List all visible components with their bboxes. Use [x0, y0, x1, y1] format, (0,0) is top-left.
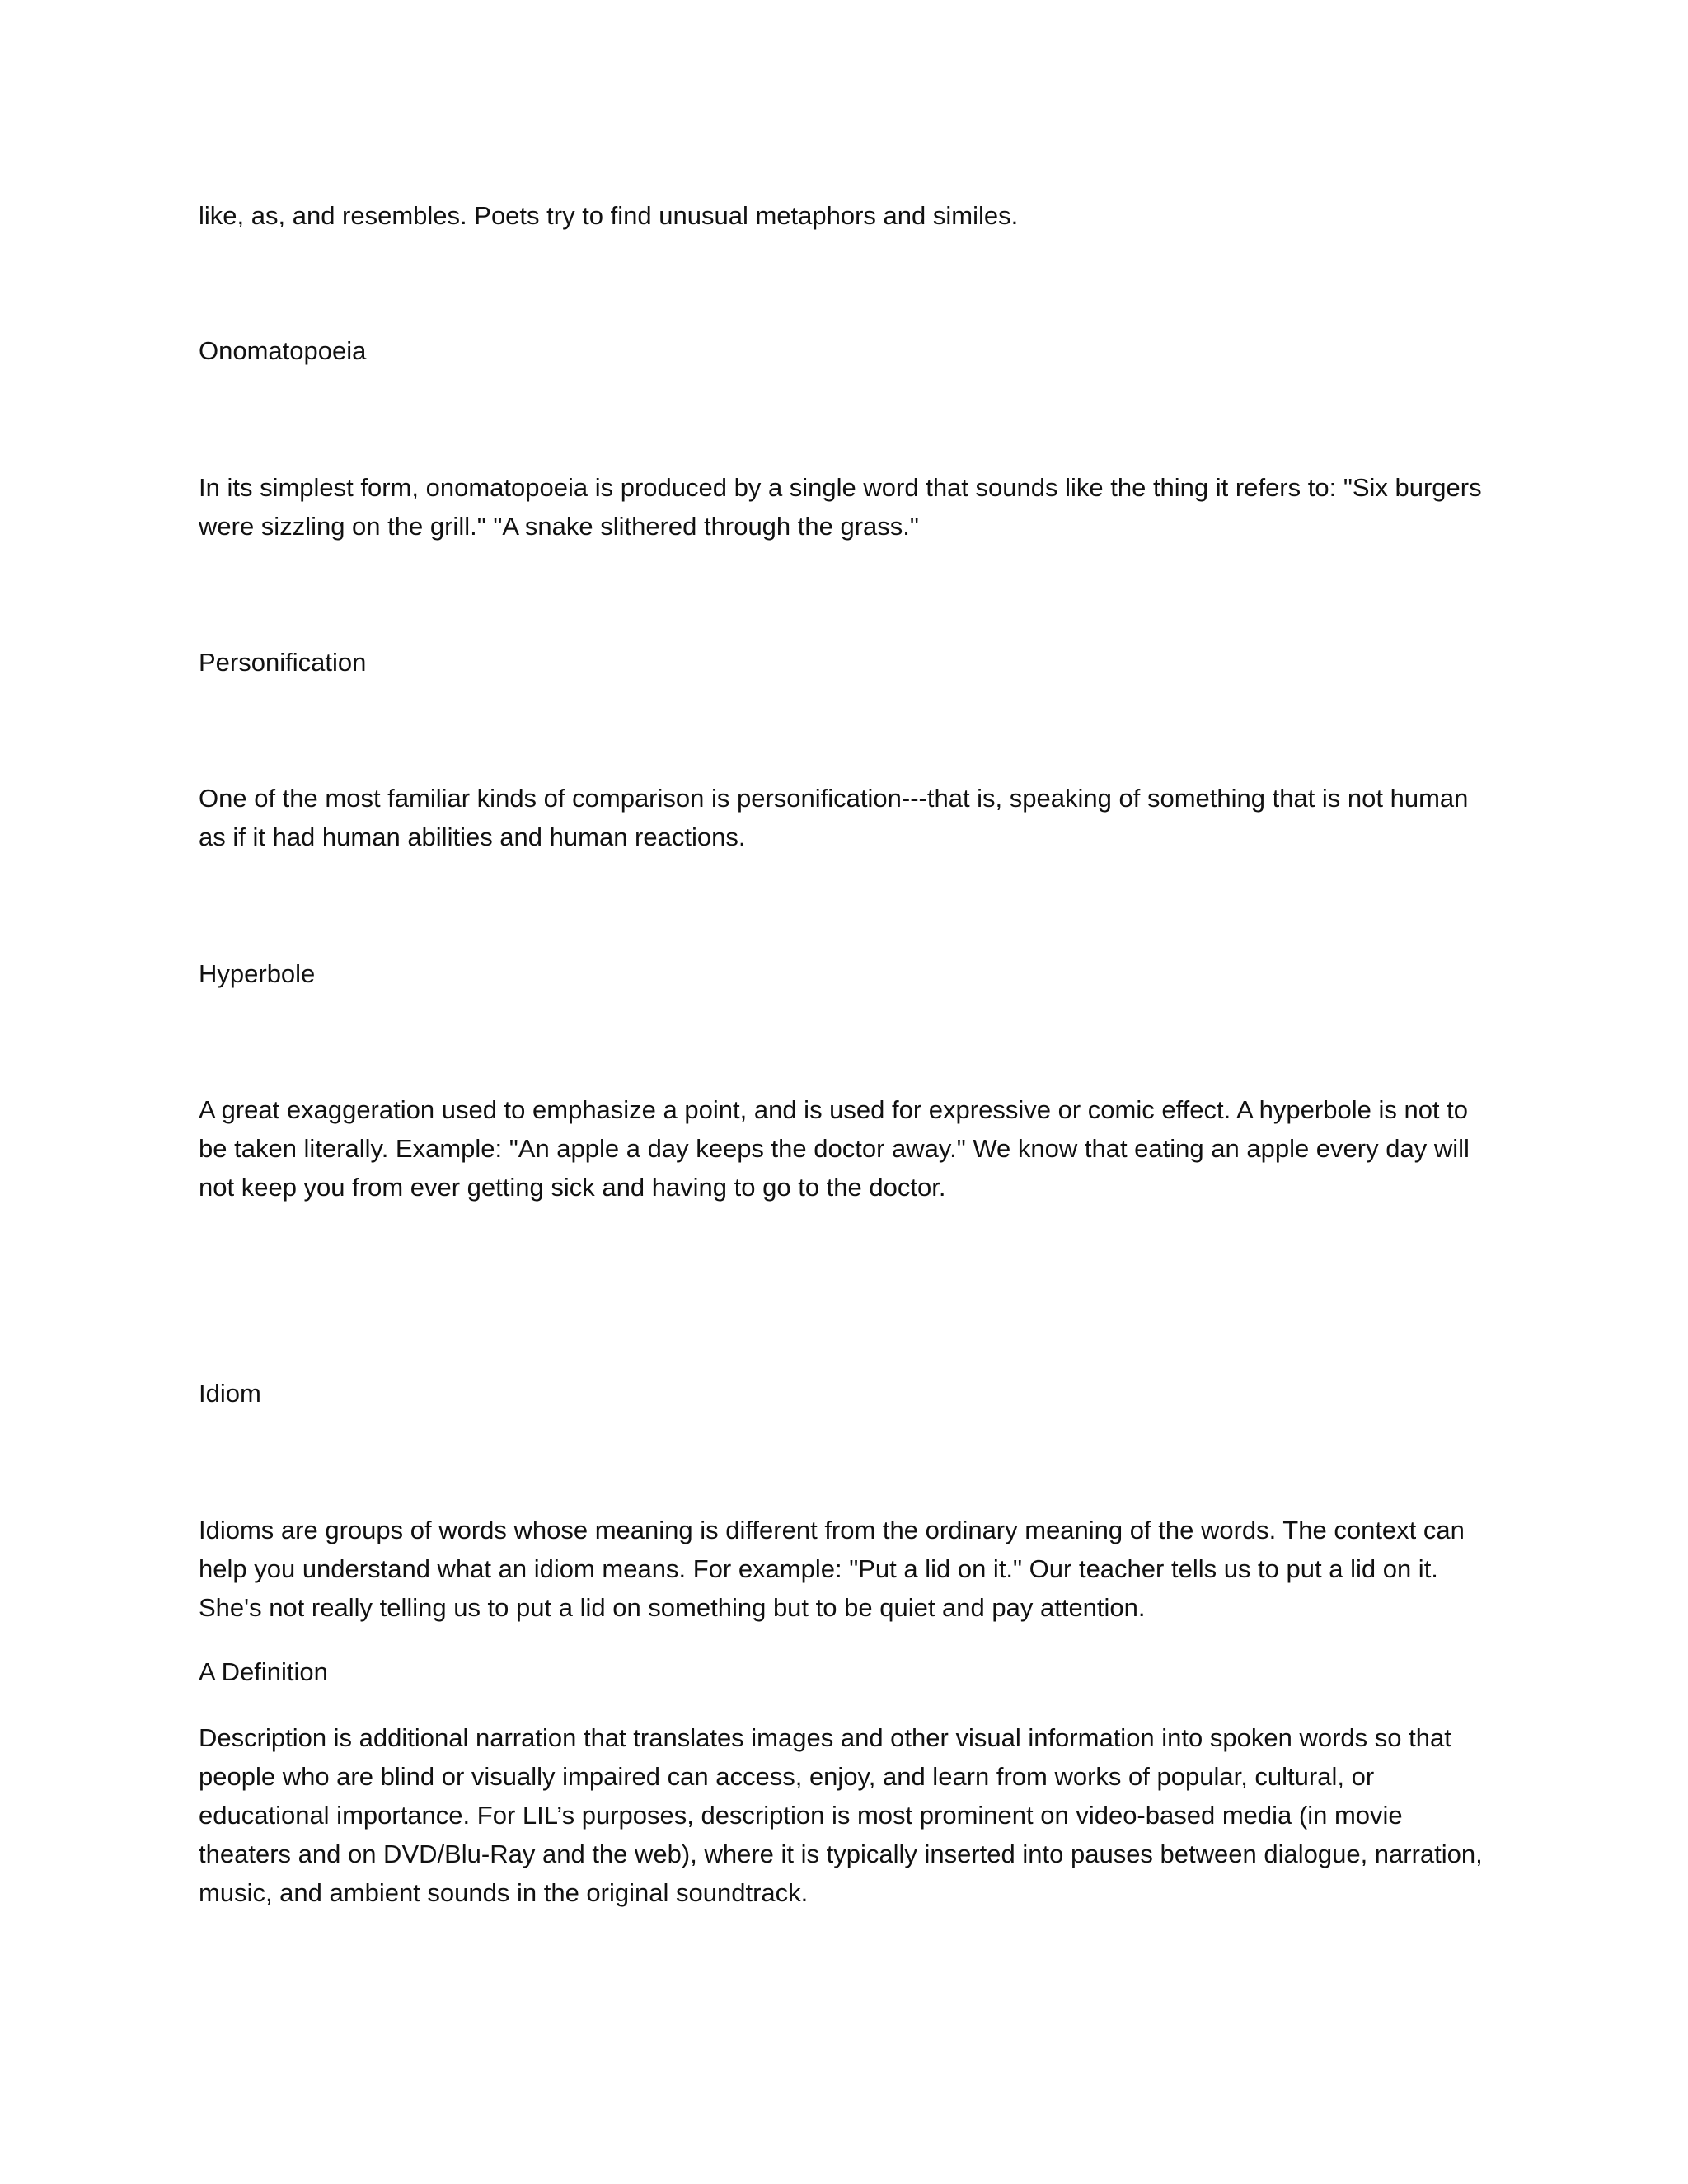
intro-paragraph: like, as, and resembles. Poets try to find unusual metaphors and similes. [199, 201, 1019, 230]
paragraph-hyperbole: A great exaggeration used to emphasize a point, and is used for expressive or comic effect. A hyperbole is not to be taken literally. Example: "An apple a day keeps the doctor away." We know that eating an apple every day will not keep you from ever getting sick and having to go to the doctor. [199, 1095, 1470, 1202]
paragraph-onomatopoeia: In its simplest form, onomatopoeia is produced by a single word that sounds like the thing it refers to: "Six burgers were sizzling on the grill." "A snake slithered through the grass." [199, 473, 1482, 541]
paragraph-definition: Description is additional narration that translates images and other visual information into spoken words so that people who are blind or visually impaired can access, enjoy, and learn from works of popular, cultural, or educational importance. For LIL’s purposes, description is most prominent on video-based media (in movie theaters and on DVD/Blu-Ray and the web), where it is typically inserted into pauses between dialogue, narration, music, and ambient sounds in the original soundtrack. [199, 1723, 1483, 1907]
heading-definition: A Definition [199, 1657, 328, 1686]
paragraph-idiom: Idioms are groups of words whose meaning is different from the ordinary meaning of the words. The context can help you understand what an idiom means. For example: "Put a lid on it." Our teacher tells us to put a lid on it. She's not really telling us to put a lid on something but to be quiet and pay attention. [199, 1516, 1465, 1622]
heading-idiom: Idiom [199, 1379, 261, 1408]
heading-onomatopoeia: Onomatopoeia [199, 336, 367, 365]
heading-hyperbole: Hyperbole [199, 959, 316, 988]
heading-personification: Personification [199, 648, 367, 677]
paragraph-personification: One of the most familiar kinds of comparison is personification---that is, speaking of something that is not human as if it had human abilities and human reactions. [199, 784, 1469, 851]
